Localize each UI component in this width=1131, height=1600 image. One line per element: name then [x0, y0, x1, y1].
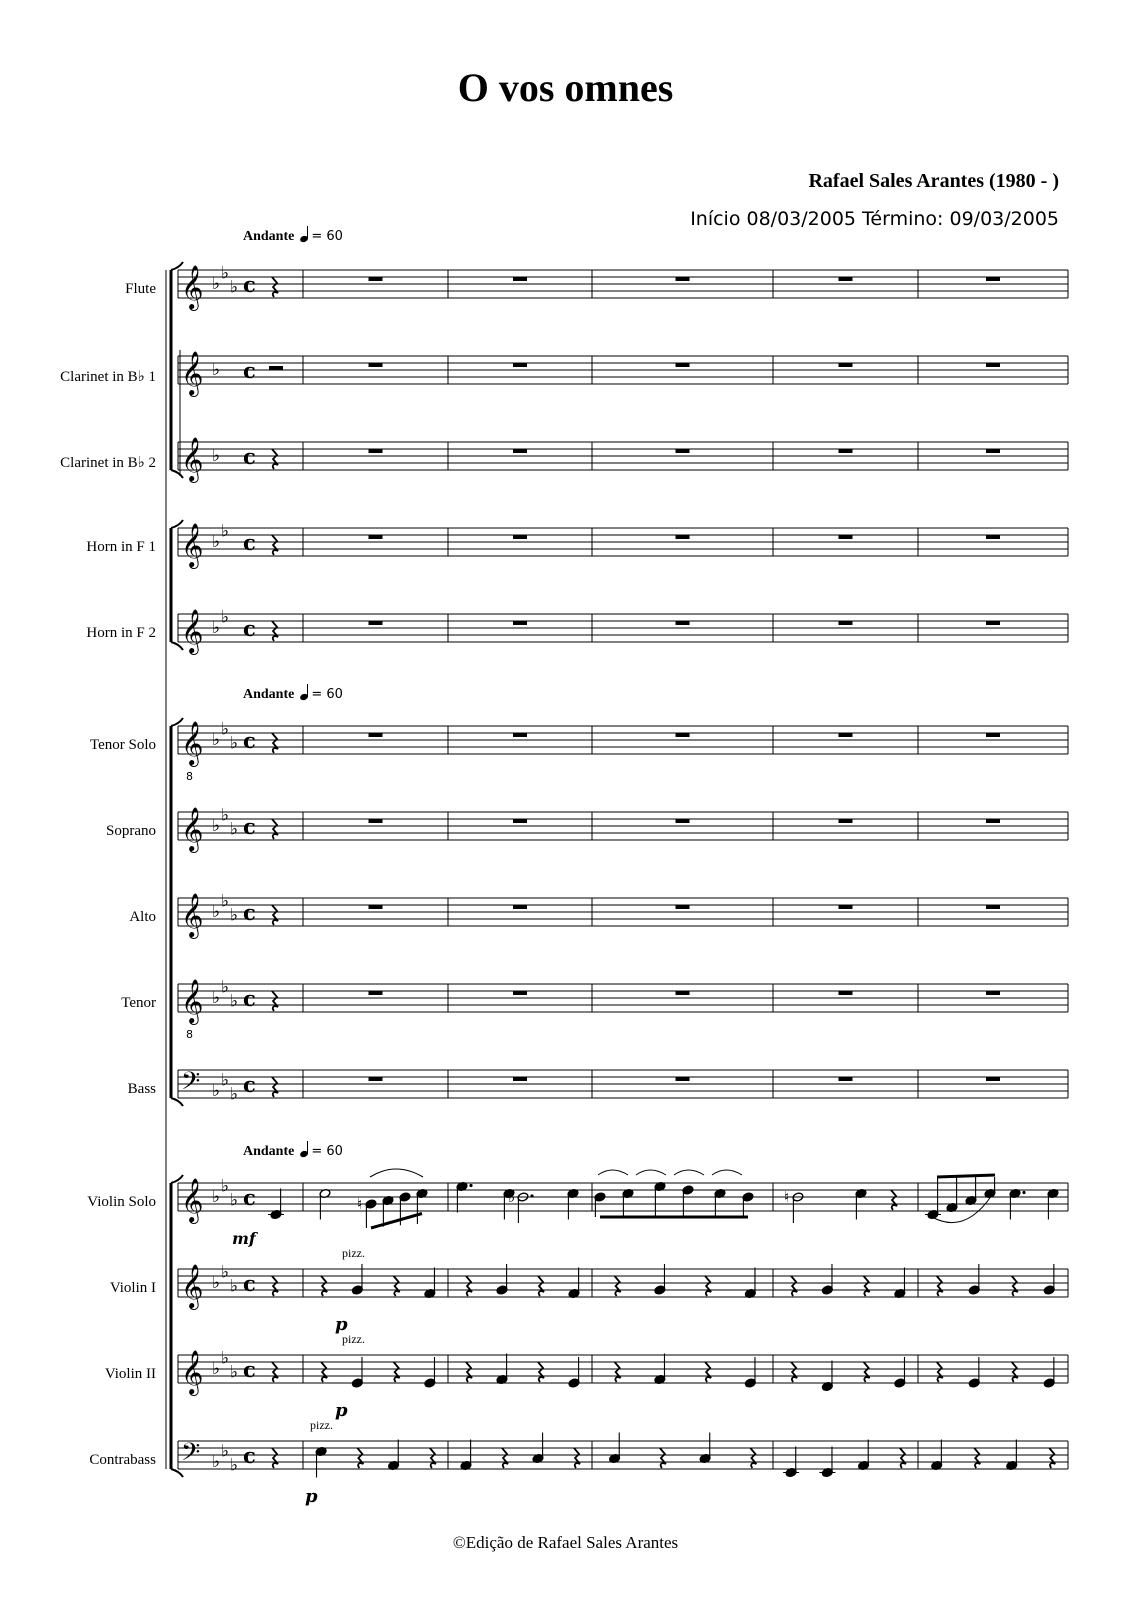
whole-rest-icon — [513, 1077, 527, 1081]
whole-rest-icon — [513, 819, 527, 823]
whole-rest-icon — [513, 449, 527, 453]
quarter-rest-icon — [538, 1362, 544, 1382]
tempo-text: Andante — [243, 1144, 295, 1159]
quarter-rest-icon — [272, 1077, 278, 1097]
instrument-label-violin-solo: Violin Solo — [87, 1194, 156, 1210]
quarter-rest-icon — [272, 1448, 278, 1468]
quarter-rest-icon — [937, 1362, 943, 1382]
treble-clef-icon: 𝄞 — [181, 351, 204, 395]
pizz-violin-2: pizz. — [342, 1332, 365, 1346]
whole-rest-icon — [839, 819, 853, 823]
beam — [371, 1214, 422, 1229]
flat-icon: ♭ — [212, 902, 221, 922]
bass-clef-icon: 𝄢 — [181, 1067, 201, 1102]
staff — [178, 806, 1068, 854]
quarter-rest-icon — [272, 621, 278, 641]
flat-icon: ♭ — [212, 360, 221, 380]
tempo-bpm: = 60 — [311, 1144, 343, 1159]
flat-icon: ♭ — [230, 1362, 239, 1383]
quarter-rest-icon — [791, 1276, 797, 1296]
flat-icon: ♭ — [221, 1262, 230, 1283]
slur — [932, 1195, 992, 1223]
quarter-rest-icon — [1012, 1276, 1018, 1296]
staff — [178, 1067, 1068, 1105]
whole-rest-icon — [369, 1077, 383, 1081]
whole-rest-icon — [369, 991, 383, 995]
flat-icon: ♭ — [230, 905, 239, 926]
flat-icon: ♭ — [212, 532, 221, 552]
common-time-icon: c — [243, 986, 256, 1011]
quarter-rest-icon — [615, 1276, 621, 1296]
whole-rest-icon — [369, 621, 383, 625]
whole-rest-icon — [369, 905, 383, 909]
dynamic-p-violin-1: p — [335, 1314, 348, 1335]
treble-clef-icon: 𝄞 — [181, 979, 204, 1023]
flat-icon: ♭ — [221, 805, 230, 826]
whole-rest-icon — [513, 621, 527, 625]
common-time-icon: c — [243, 728, 256, 753]
treble-clef-icon: 𝄞 — [181, 893, 204, 937]
quarter-rest-icon — [974, 1448, 980, 1468]
natural-icon: ♮ — [357, 1195, 363, 1213]
flat-icon: ♭ — [212, 1359, 221, 1379]
quarter-rest-icon — [502, 1448, 508, 1468]
flat-icon: ♭ — [221, 1176, 230, 1197]
flat-icon: ♭ — [212, 988, 221, 1008]
octave-8-icon: 8 — [186, 1028, 193, 1041]
slur — [636, 1170, 666, 1175]
flat-icon: ♭ — [221, 977, 230, 998]
quarter-rest-icon — [538, 1276, 544, 1296]
whole-rest-icon — [369, 277, 383, 281]
instrument-label-tenor-solo: Tenor Solo — [89, 737, 156, 753]
common-time-icon: c — [243, 616, 256, 641]
flat-icon: ♭ — [221, 607, 230, 628]
whole-rest-icon — [986, 1077, 1000, 1081]
quarter-rest-icon — [466, 1276, 472, 1296]
half-rest-icon — [269, 366, 283, 370]
flat-icon: ♭ — [508, 1188, 516, 1206]
whole-rest-icon — [513, 535, 527, 539]
common-time-icon: c — [243, 1357, 256, 1382]
whole-rest-icon — [986, 905, 1000, 909]
quarter-rest-icon — [466, 1362, 472, 1382]
quarter-rest-icon — [864, 1276, 870, 1296]
whole-rest-icon — [986, 449, 1000, 453]
quarter-rest-icon — [864, 1362, 870, 1382]
whole-rest-icon — [986, 363, 1000, 367]
whole-rest-icon — [839, 449, 853, 453]
staff — [178, 978, 1068, 1042]
whole-rest-icon — [676, 905, 690, 909]
whole-rest-icon — [676, 819, 690, 823]
whole-rest-icon — [369, 449, 383, 453]
staff — [178, 892, 1068, 940]
quarter-rest-icon — [272, 277, 278, 297]
instrument-label-tenor: Tenor — [121, 995, 156, 1011]
instrument-label-clarinet-1: Clarinet in B♭ 1 — [60, 369, 156, 385]
whole-rest-icon — [513, 277, 527, 281]
instrument-label-contrabass: Contrabass — [89, 1452, 156, 1468]
quarter-rest-icon — [430, 1448, 436, 1468]
dynamic-mf: mf — [232, 1229, 256, 1248]
quarter-rest-icon — [660, 1448, 666, 1468]
common-time-icon: c — [243, 1072, 256, 1097]
whole-rest-icon — [676, 733, 690, 737]
instrument-label-horn-2: Horn in F 2 — [86, 625, 156, 641]
quarter-rest-icon — [891, 1190, 897, 1210]
instrument-label-soprano: Soprano — [106, 823, 156, 839]
common-time-icon: c — [243, 900, 256, 925]
treble-clef-icon: 𝄞 — [181, 523, 204, 567]
dot — [1022, 1191, 1025, 1194]
quarter-rest-icon — [705, 1362, 711, 1382]
whole-rest-icon — [369, 733, 383, 737]
quarter-rest-icon — [937, 1276, 943, 1296]
treble-clef-icon: 𝄞 — [181, 1178, 204, 1222]
whole-rest-icon — [839, 621, 853, 625]
pizz-contrabass: pizz. — [310, 1418, 333, 1432]
flat-icon: ♭ — [212, 446, 221, 466]
dynamic-p-contrabass: p — [305, 1486, 318, 1507]
flat-icon: ♭ — [230, 1084, 239, 1105]
quarter-rest-icon — [321, 1362, 327, 1382]
copyright-footer: ©Edição de Rafael Sales Arantes — [452, 1533, 679, 1552]
quarter-rest-icon — [900, 1448, 906, 1468]
whole-rest-icon — [839, 1077, 853, 1081]
quarter-rest-icon — [791, 1362, 797, 1382]
quarter-rest-icon — [272, 1276, 278, 1296]
instrument-label-alto: Alto — [129, 909, 156, 925]
quarter-rest-icon — [1012, 1362, 1018, 1382]
flat-icon: ♭ — [212, 274, 221, 294]
treble-clef-icon: 𝄞 — [181, 265, 204, 309]
slur — [712, 1170, 742, 1175]
natural-icon: ♮ — [784, 1188, 790, 1206]
quarter-rest-icon — [705, 1276, 711, 1296]
whole-rest-icon — [986, 819, 1000, 823]
tempo-text: Andante — [243, 687, 295, 702]
staff — [178, 351, 1068, 397]
beam — [937, 1175, 995, 1177]
quarter-rest-icon — [272, 733, 278, 753]
staff — [178, 522, 1068, 570]
quarter-rest-icon — [272, 991, 278, 1011]
instrument-label-clarinet-2: Clarinet in B♭ 2 — [60, 455, 156, 471]
staff — [178, 264, 1068, 312]
dot — [530, 1194, 533, 1197]
common-time-icon: c — [243, 814, 256, 839]
tempo-bpm: = 60 — [311, 687, 343, 702]
whole-rest-icon — [839, 363, 853, 367]
whole-rest-icon — [986, 277, 1000, 281]
composition-dates: Início 08/03/2005 Término: 09/03/2005 — [690, 208, 1059, 230]
quarter-rest-icon — [321, 1276, 327, 1296]
flat-icon: ♭ — [230, 991, 239, 1012]
flat-icon: ♭ — [221, 1441, 230, 1462]
whole-rest-icon — [676, 277, 690, 281]
flat-icon: ♭ — [212, 1452, 221, 1472]
bass-clef-icon: 𝄢 — [181, 1438, 201, 1473]
flat-icon: ♭ — [212, 1187, 221, 1207]
quarter-rest-icon — [272, 905, 278, 925]
whole-rest-icon — [986, 535, 1000, 539]
instrument-label-violin-1: Violin I — [109, 1280, 156, 1296]
staff — [178, 1438, 1068, 1476]
treble-clef-icon: 𝄞 — [181, 721, 204, 765]
flat-icon: ♭ — [212, 1273, 221, 1293]
dynamic-p-violin-2: p — [335, 1400, 348, 1421]
music-notation — [268, 277, 1059, 1478]
staff — [178, 1349, 1068, 1397]
quarter-rest-icon — [574, 1448, 580, 1468]
flat-icon: ♭ — [230, 1276, 239, 1297]
flat-icon: ♭ — [221, 1070, 230, 1091]
quarter-rest-icon — [394, 1276, 400, 1296]
pizz-violin-1: pizz. — [342, 1246, 365, 1260]
whole-rest-icon — [986, 733, 1000, 737]
staff — [178, 720, 1068, 784]
slur — [674, 1170, 704, 1175]
staff — [178, 1263, 1068, 1311]
flat-icon: ♭ — [230, 819, 239, 840]
quarter-rest-icon — [1049, 1448, 1055, 1468]
common-time-icon: c — [243, 444, 256, 469]
whole-rest-icon — [513, 733, 527, 737]
whole-rest-icon — [369, 363, 383, 367]
tempo-bpm: = 60 — [311, 229, 343, 244]
common-time-icon: c — [243, 1443, 256, 1468]
whole-rest-icon — [839, 733, 853, 737]
whole-rest-icon — [676, 535, 690, 539]
quarter-rest-icon — [615, 1362, 621, 1382]
flat-icon: ♭ — [221, 521, 230, 542]
whole-rest-icon — [676, 621, 690, 625]
slur — [370, 1169, 423, 1177]
flat-icon: ♭ — [212, 816, 221, 836]
treble-clef-icon: 𝄞 — [181, 609, 204, 653]
quarter-rest-icon — [394, 1362, 400, 1382]
flat-icon: ♭ — [221, 1348, 230, 1369]
flat-icon: ♭ — [221, 719, 230, 740]
whole-rest-icon — [986, 621, 1000, 625]
common-time-icon: c — [243, 1271, 256, 1296]
staff — [178, 608, 1068, 656]
quarter-rest-icon — [272, 535, 278, 555]
whole-rest-icon — [839, 905, 853, 909]
whole-rest-icon — [676, 991, 690, 995]
flat-icon: ♭ — [230, 733, 239, 754]
octave-8-icon: 8 — [186, 770, 193, 783]
instrument-label-violin-2: Violin II — [104, 1366, 156, 1382]
flat-icon: ♭ — [212, 730, 221, 750]
treble-clef-icon: 𝄞 — [181, 437, 204, 481]
common-time-icon: c — [243, 272, 256, 297]
flat-icon: ♭ — [230, 1190, 239, 1211]
whole-rest-icon — [513, 363, 527, 367]
flat-icon: ♭ — [221, 263, 230, 284]
flat-icon: ♭ — [212, 618, 221, 638]
whole-rest-icon — [676, 1077, 690, 1081]
whole-rest-icon — [369, 535, 383, 539]
flat-icon: ♭ — [221, 891, 230, 912]
flat-icon: ♭ — [230, 277, 239, 298]
score-title: O vos omnes — [457, 65, 674, 110]
dot — [469, 1184, 472, 1187]
whole-rest-icon — [369, 819, 383, 823]
quarter-rest-icon — [272, 1362, 278, 1382]
quarter-rest-icon — [750, 1448, 756, 1468]
whole-rest-icon — [839, 277, 853, 281]
whole-rest-icon — [839, 991, 853, 995]
whole-rest-icon — [676, 449, 690, 453]
common-time-icon: c — [243, 358, 256, 383]
instrument-label-horn-1: Horn in F 1 — [86, 539, 156, 555]
flat-icon: ♭ — [212, 1081, 221, 1101]
whole-rest-icon — [513, 905, 527, 909]
quarter-rest-icon — [272, 449, 278, 469]
composer-name: Rafael Sales Arantes (1980 - ) — [808, 170, 1059, 192]
treble-clef-icon: 𝄞 — [181, 807, 204, 851]
flat-icon: ♭ — [230, 1455, 239, 1476]
quarter-rest-icon — [272, 819, 278, 839]
slur — [598, 1170, 628, 1175]
common-time-icon: c — [243, 1185, 256, 1210]
whole-rest-icon — [986, 991, 1000, 995]
staves — [178, 264, 1068, 1476]
instrument-label-bass: Bass — [127, 1081, 156, 1097]
staff — [178, 437, 1068, 483]
whole-rest-icon — [839, 535, 853, 539]
tempo-text: Andante — [243, 229, 295, 244]
treble-clef-icon: 𝄞 — [181, 1264, 204, 1308]
whole-rest-icon — [676, 363, 690, 367]
treble-clef-icon: 𝄞 — [181, 1350, 204, 1394]
whole-rest-icon — [513, 991, 527, 995]
quarter-rest-icon — [357, 1448, 363, 1468]
instrument-label-flute: Flute — [125, 281, 156, 297]
common-time-icon: c — [243, 530, 256, 555]
